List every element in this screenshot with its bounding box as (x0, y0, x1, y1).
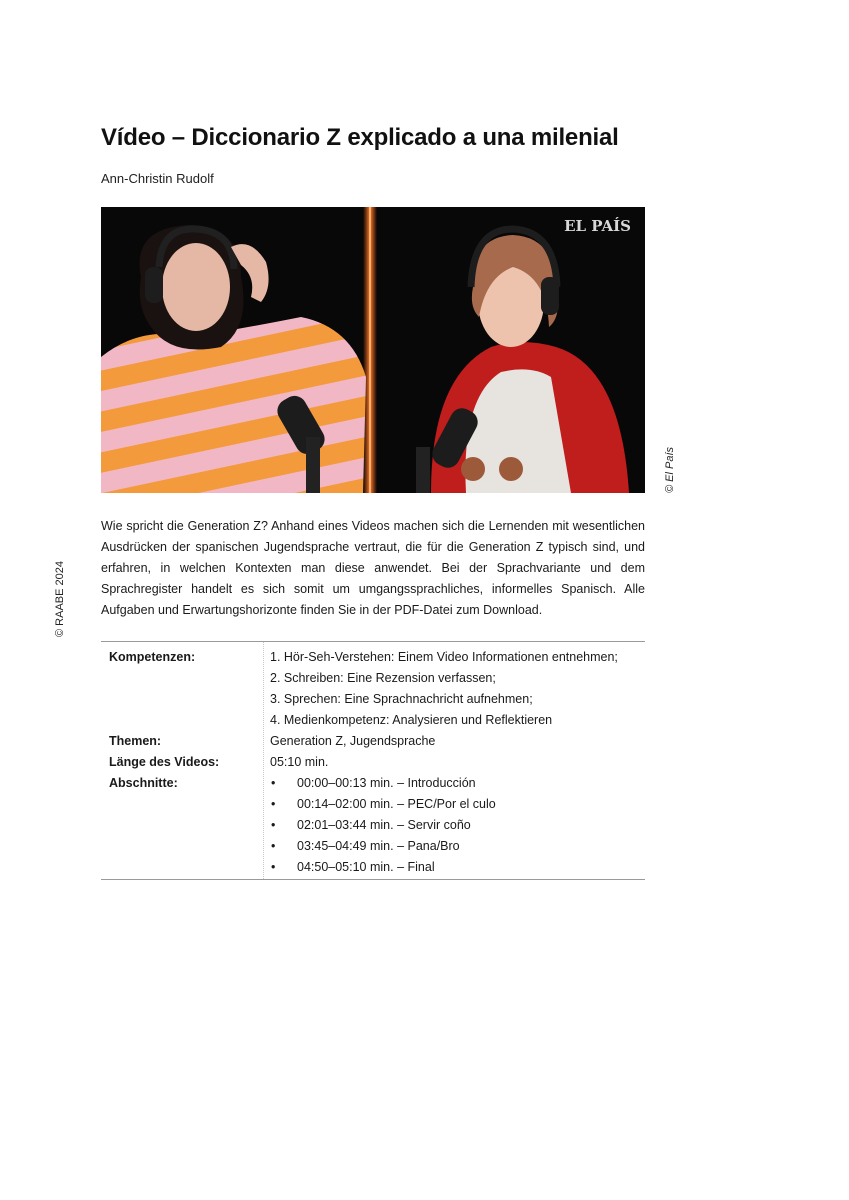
video-still (101, 207, 645, 493)
el-pais-watermark: EL PAÍS (564, 217, 631, 235)
abschnitt-text: 03:45–04:49 min. – Pana/Bro (297, 839, 460, 853)
abschnitt-item (270, 794, 496, 815)
label-abschnitte: Abschnitte: (109, 776, 178, 790)
row-laenge (101, 752, 645, 773)
bullet-icon: • (271, 797, 276, 811)
bullet-icon: • (271, 818, 276, 832)
themen-value: Generation Z, Jugendsprache (270, 734, 436, 748)
image-credit: © El País (664, 446, 676, 493)
laenge-value: 05:10 min. (270, 755, 329, 769)
abschnitt-text: 04:50–05:10 min. – Final (297, 860, 435, 874)
kompetenz-item: 3. Sprechen: Eine Sprachnachricht aufnehmen; (270, 692, 533, 706)
bullet-icon: • (271, 776, 276, 790)
kompetenz-item: 2. Schreiben: Eine Rezension verfassen; (270, 671, 496, 685)
abschnitt-item (270, 857, 496, 878)
abschnitt-item (270, 836, 496, 857)
author-name: Ann-Christin Rudolf (101, 171, 214, 186)
side-copyright: © RAABE 2024 (54, 561, 66, 637)
label-kompetenzen: Kompetenzen: (109, 650, 196, 664)
abschnitt-text: 00:00–00:13 min. – Introducción (297, 776, 476, 790)
label-laenge: Länge des Videos: (109, 755, 220, 769)
label-themen: Themen: (109, 734, 162, 748)
kompetenz-item: 1. Hör-Seh-Verstehen: Einem Video Informationen entnehmen; (270, 650, 618, 664)
abschnitt-text: 00:14–02:00 min. – PEC/Por el culo (297, 797, 496, 811)
document-title: Vídeo – Diccionario Z explicado a una milenial (101, 124, 619, 151)
abschnitt-text: 02:01–03:44 min. – Servir coño (297, 818, 471, 832)
bullet-icon: • (271, 860, 276, 874)
abschnitt-item (270, 773, 496, 794)
abschnitt-item (270, 815, 496, 836)
kompetenz-item: 4. Medienkompetenz: Analysieren und Reflektieren (270, 713, 553, 727)
bullet-icon: • (271, 839, 276, 853)
row-abschnitte (101, 773, 645, 878)
video-still-illustration (101, 207, 645, 493)
row-themen (101, 731, 645, 752)
intro-paragraph: Wie spricht die Generation Z? Anhand eines Videos machen sich die Lernenden mit wesentlichen Ausdrücken der spanischen Jugendsprache vertraut, die für die Generation Z typisch sind, und erfahren, in welchen Kontexten man diese anwendet. Bei der Sprachvariante und dem Sprachregister handelt es sich somit um umgangssprachliches, informelles Spanisch. Alle Aufgaben und Erwartungshorizonte finden Sie in der PDF-Datei zum Download. (101, 519, 645, 617)
info-table (101, 641, 645, 880)
row-kompetenzen (101, 647, 645, 731)
